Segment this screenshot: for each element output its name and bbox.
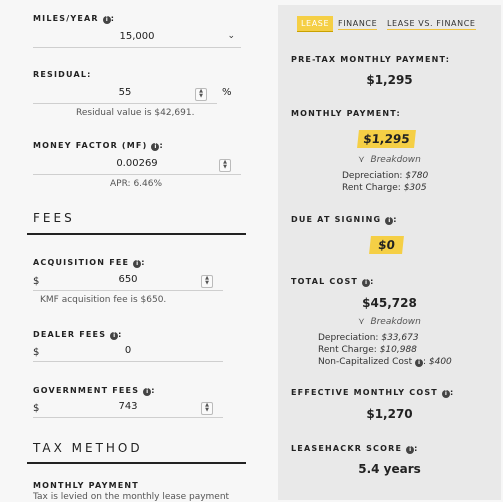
info-icon[interactable]: i: [133, 260, 141, 268]
dollar-prefix: $: [33, 276, 40, 287]
dealer-fees-input[interactable]: 0: [33, 345, 223, 362]
tax-method-note: Tax is levied on the monthly lease payment: [33, 492, 230, 502]
stepper-icon[interactable]: ▲ ▼: [219, 159, 231, 172]
pretax-value: $1,295: [366, 73, 413, 87]
results-panel: [278, 5, 501, 500]
info-icon[interactable]: i: [110, 332, 118, 340]
section-divider: [27, 462, 246, 464]
miles-label: MILES/YEAR i :: [33, 14, 116, 23]
info-icon[interactable]: i: [406, 446, 414, 454]
info-icon[interactable]: i: [385, 217, 393, 225]
dollar-prefix: $: [33, 403, 40, 414]
miles-select[interactable]: 15,000 ⌄: [33, 31, 241, 48]
stepper-icon[interactable]: ▲ ▼: [195, 88, 207, 101]
leasehackr-score-label: LEASEHACKR SCORE i :: [291, 444, 419, 453]
pretax-label: PRE-TAX MONTHLY PAYMENT:: [291, 55, 451, 64]
due-at-signing-label: DUE AT SIGNING i :: [291, 215, 398, 224]
total-breakdown-toggle[interactable]: ⋎ Breakdown: [358, 317, 421, 327]
monthly-breakdown-toggle[interactable]: ⋎ Breakdown: [358, 155, 421, 165]
info-icon[interactable]: i: [143, 388, 151, 396]
acquisition-fee-input[interactable]: 650 ▲ ▼: [33, 274, 223, 291]
residual-label: RESIDUAL:: [33, 70, 92, 79]
tax-method-label: MONTHLY PAYMENT: [33, 481, 139, 490]
info-icon[interactable]: i: [415, 359, 423, 367]
total-noncap-cost: Non-Capitalized Cost i : $400: [318, 357, 452, 367]
due-at-signing-value: $0: [369, 236, 404, 254]
total-cost-label: TOTAL COST i :: [291, 277, 375, 286]
chevron-down-icon: ⌄: [227, 31, 235, 41]
tab-lease-vs-finance[interactable]: LEASE VS. FINANCE: [387, 19, 476, 28]
money-factor-input[interactable]: 0.00269 ▲ ▼: [33, 158, 241, 175]
total-cost-value: $45,728: [362, 296, 417, 310]
monthly-label: MONTHLY PAYMENT:: [291, 109, 401, 118]
apr-note: APR: 6.46%: [110, 179, 163, 189]
dollar-prefix: $: [33, 347, 40, 358]
percent-unit: %: [222, 87, 232, 98]
government-fees-label: GOVERNMENT FEES i :: [33, 386, 156, 395]
monthly-value: $1,295: [357, 130, 416, 148]
total-rent-charge: Rent Charge: $10,988: [318, 345, 417, 355]
dealer-fees-label: DEALER FEES i :: [33, 330, 123, 339]
tab-finance[interactable]: FINANCE: [338, 19, 378, 28]
info-icon[interactable]: i: [362, 279, 370, 287]
acquisition-fee-label: ACQUISITION FEE i :: [33, 258, 146, 267]
total-depreciation: Depreciation: $33,673: [318, 333, 419, 343]
leasehackr-score-value: 5.4 years: [358, 462, 421, 476]
section-divider: [27, 233, 246, 235]
stepper-icon[interactable]: ▲ ▼: [201, 275, 213, 288]
effective-cost-value: $1,270: [366, 407, 413, 421]
residual-note: Residual value is $42,691.: [76, 108, 195, 118]
government-fees-input[interactable]: 743 ▲ ▼: [33, 401, 223, 418]
fees-heading: FEES: [33, 211, 75, 225]
tab-lease[interactable]: LEASE: [297, 16, 333, 32]
monthly-depreciation: Depreciation: $780: [342, 171, 429, 181]
stepper-icon[interactable]: ▲ ▼: [201, 402, 213, 415]
monthly-rent-charge: Rent Charge: $305: [342, 183, 427, 193]
tax-method-heading: TAX METHOD: [33, 441, 143, 455]
acquisition-note: KMF acquisition fee is $650.: [40, 295, 167, 305]
info-icon[interactable]: i: [103, 16, 111, 24]
info-icon[interactable]: i: [151, 143, 159, 151]
residual-input[interactable]: 55 ▲ ▼: [33, 87, 217, 104]
info-icon[interactable]: i: [442, 390, 450, 398]
effective-cost-label: EFFECTIVE MONTHLY COST i :: [291, 388, 455, 397]
money-factor-label: MONEY FACTOR (MF) i :: [33, 141, 164, 150]
